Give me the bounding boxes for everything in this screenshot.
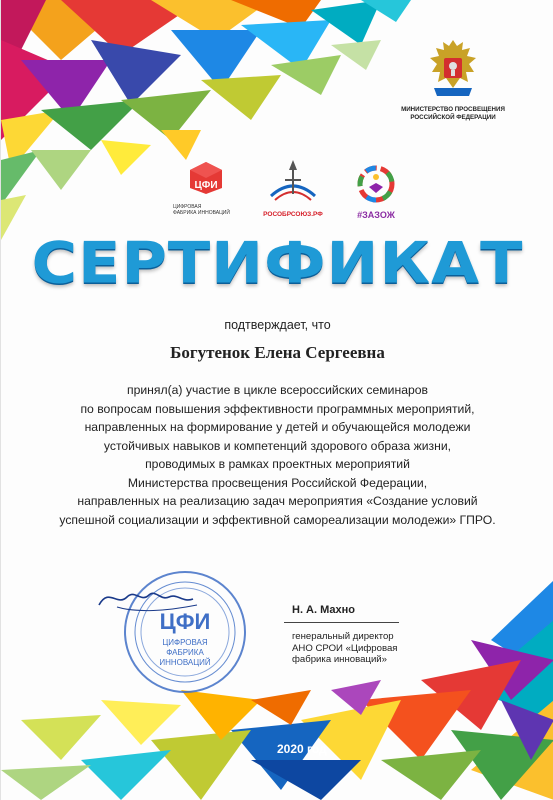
ministry-name-line1: МИНИСТЕРСТВО ПРОСВЕЩЕНИЯ [401,106,505,113]
zazozh-ring-icon [355,163,397,205]
certificate-title: СЕРТИФИКАТ [31,228,524,297]
signature-line [284,622,399,623]
zazozh-logo [346,163,406,220]
cfi-mark-text: ЦФИ [194,180,218,191]
cfi-logo-line2: ФАБРИКА ИННОВАЦИЙ [173,210,230,216]
coat-of-arms-icon [424,38,482,102]
handwritten-signature [99,593,193,605]
body-line: успешной социализации и эффективной самореализации молодежи» ГПРО. [59,512,496,527]
position-line: фабрика инноваций» [292,654,387,665]
ministry-block [399,38,507,122]
stamp-line2: ФАБРИКА [166,648,204,657]
body-line: направленных на формирование у детей и обучающейся молодежи [84,420,471,434]
certificate-body [21,381,534,529]
zazozh-text: #ЗАЗОЖ [357,210,395,220]
certificate-year: 2020 год [277,742,327,756]
body-line: принял(а) участие в цикле всероссийских семинаров [126,383,429,397]
body-line: Министерства просвещения Российской Федерации, [127,475,428,490]
stamp-line1: ЦИФРОВАЯ [162,638,208,647]
stamp-mark: ЦФИ [159,609,211,634]
body-line: по вопросам повышения эффективности программных мероприятий, [80,401,475,416]
cfi-logo-line1: ЦИФРОВАЯ [173,204,202,210]
position-line: генеральный директор [292,631,394,642]
signer-position [292,631,432,666]
confirms-text: подтверждает, что [224,318,331,332]
position-line: АНО СРОИ «Цифровая [292,642,398,654]
company-stamp [97,567,257,697]
stamp-line3: ИННОВАЦИЙ [159,658,211,667]
cfi-logo [171,160,241,216]
rosobrsoyuz-logo [253,156,333,218]
recipient-name: Богутенок Елена Сергеевна [170,343,385,362]
signer-name: Н. А. Махно [292,604,356,616]
body-line: устойчивых навыков и компетенций здорового образа жизни, [103,438,452,453]
body-line: направленных на реализацию задач мероприятия «Создание условий [77,494,478,508]
cfi-logo-text [171,204,241,216]
body-line: проводимых в рамках проектных мероприятий [145,457,410,471]
ministry-name-line2: РОССИЙСКОЙ ФЕДЕРАЦИИ [410,114,496,121]
cfi-cube-icon [188,160,224,196]
rosobrsoyuz-icon [263,156,323,206]
rosobrsoyuz-text: РОСОБРСОЮЗ.РФ [263,211,323,218]
